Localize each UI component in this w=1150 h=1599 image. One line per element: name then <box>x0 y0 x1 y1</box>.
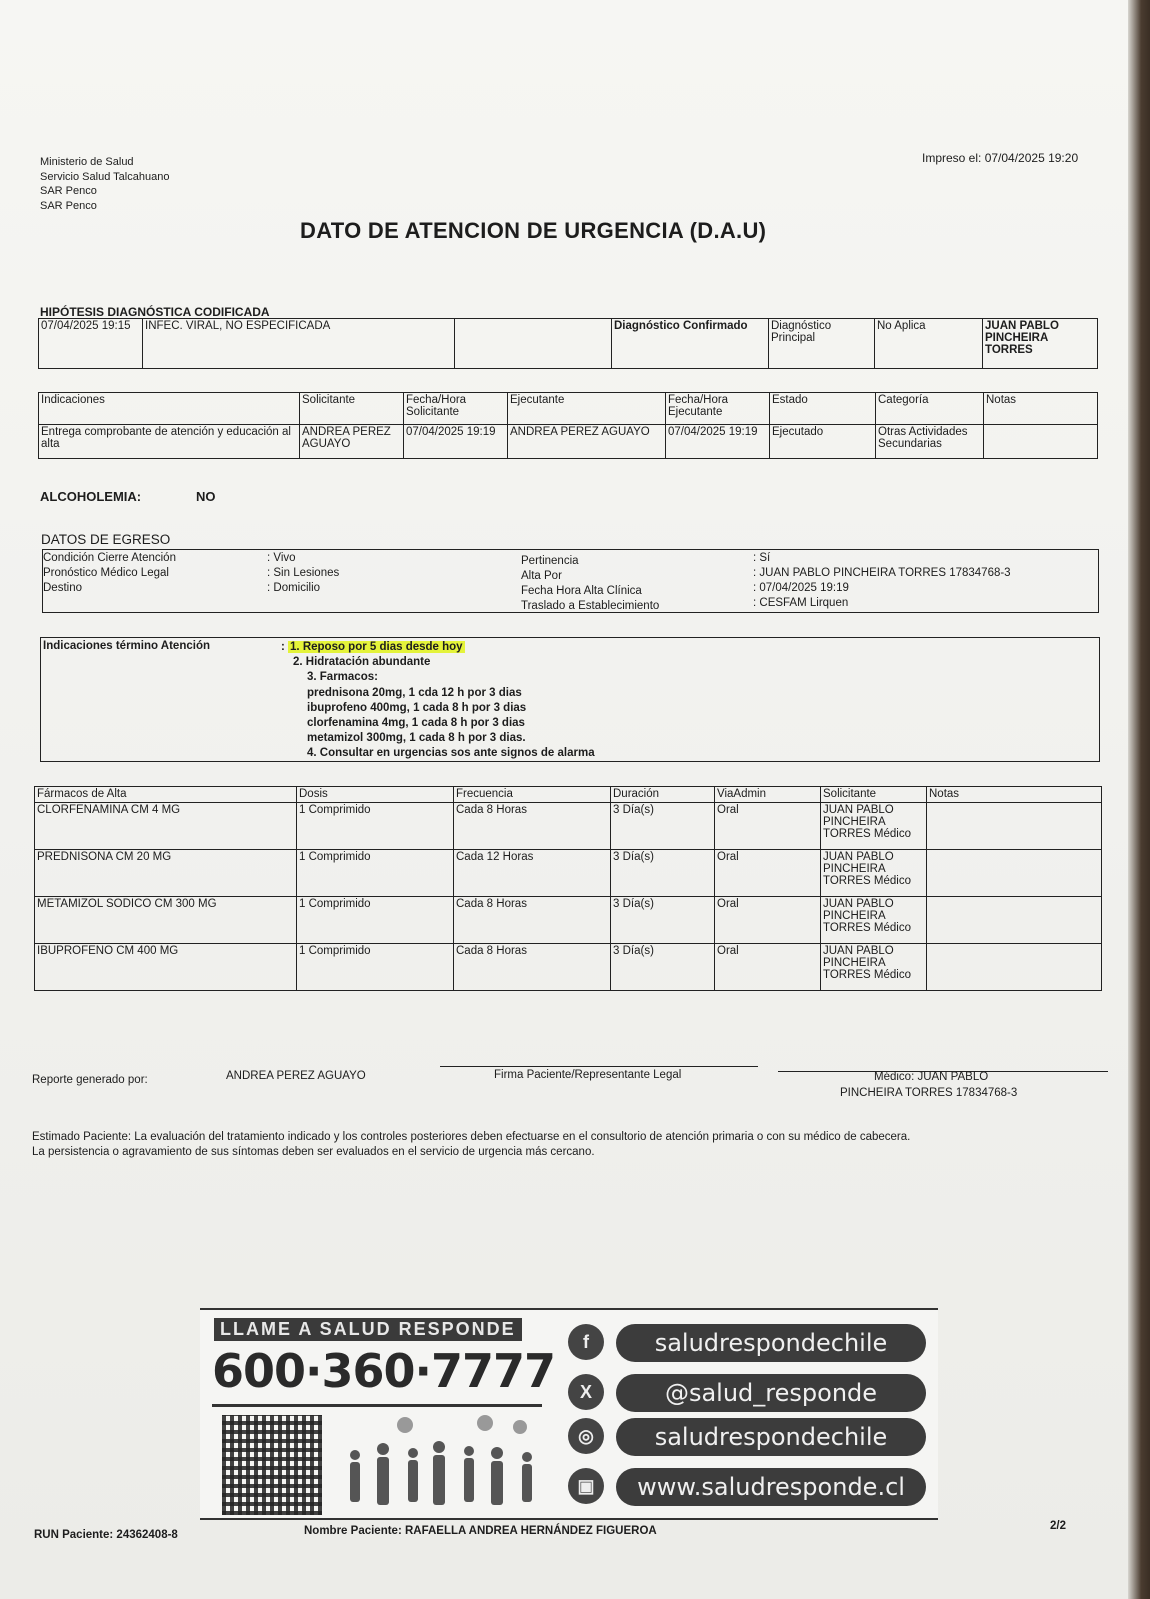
notice-line: Estimado Paciente: La evaluación del tratamiento indicado y los controles posteriores deben efectuarse en el consultorio de atención primaria o con su médico de cabecera. <box>32 1131 911 1143</box>
egreso-label: Condición Cierre Atención <box>43 552 176 564</box>
farmacos-cell <box>927 850 1102 897</box>
indications-header: Solicitante <box>300 393 404 425</box>
diagnosis-empty <box>455 319 612 369</box>
table-row <box>35 803 1102 850</box>
patient-run: RUN Paciente: 24362408-8 <box>34 1529 178 1541</box>
alcohol-label: ALCOHOLEMIA: <box>40 489 142 504</box>
egreso-value: : Vivo <box>267 552 296 564</box>
farmacos-cell: Cada 8 Horas <box>454 944 611 991</box>
alcohol-value: NO <box>196 489 216 504</box>
salud-responde-banner <box>200 1308 938 1520</box>
diagnosis-doctor: JUAN PABLO PINCHEIRA TORRES <box>983 319 1098 369</box>
farmacos-cell: 3 Día(s) <box>611 850 715 897</box>
egreso-value: : 07/04/2025 19:19 <box>753 582 849 594</box>
farmacos-cell: 1 Comprimido <box>297 944 454 991</box>
org-line: SAR Penco <box>40 199 97 212</box>
notice-line: La persistencia o agravamiento de sus síntomas deben ser evaluados en el servicio de urgencia más cercano. <box>32 1146 595 1158</box>
farmacos-header: Solicitante <box>821 787 927 803</box>
diagnosis-type: Diagnóstico Principal <box>769 319 875 369</box>
org-line: Ministerio de Salud <box>40 156 134 168</box>
indications-header: Notas <box>984 393 1098 425</box>
table-row <box>35 897 1102 944</box>
egreso-label: Traslado a Establecimiento <box>521 600 660 612</box>
egreso-value: : JUAN PABLO PINCHEIRA TORRES 17834768-3 <box>753 567 1011 579</box>
farmacos-cell: 1 Comprimido <box>297 850 454 897</box>
egreso-value: : Sí <box>753 552 771 564</box>
banner-llame: LLAME A SALUD RESPONDE <box>214 1318 522 1341</box>
farmacos-cell: 1 Comprimido <box>297 803 454 850</box>
egreso-label: Alta Por <box>521 570 562 582</box>
farmacos-cell: 3 Día(s) <box>611 803 715 850</box>
farmacos-cell: 3 Día(s) <box>611 944 715 991</box>
farmacos-cell: Cada 8 Horas <box>454 897 611 944</box>
egreso-label: Pertinencia <box>521 555 579 567</box>
farmacos-cell <box>927 897 1102 944</box>
termino-item: 3. Farmacos: <box>307 671 378 684</box>
farmacos-cell: JUAN PABLO PINCHEIRA TORRES Médico <box>821 944 927 991</box>
page-number: 2/2 <box>1050 1520 1066 1532</box>
egreso-value: : Domicilio <box>267 582 321 594</box>
table-row <box>35 850 1102 897</box>
patient-sign-line <box>440 1066 758 1067</box>
qr-code-icon <box>222 1415 322 1515</box>
farmacos-header: Dosis <box>297 787 454 803</box>
indications-cell: ANDREA PEREZ AGUAYO <box>508 425 666 459</box>
indications-cell: Ejecutado <box>770 425 876 459</box>
farmacos-table <box>34 786 1102 991</box>
egreso-title: DATOS DE EGRESO <box>41 532 171 547</box>
farmacos-cell: Oral <box>715 944 821 991</box>
org-line: Servicio Salud Talcahuano <box>40 170 170 183</box>
termino-item: clorfenamina 4mg, 1 cada 8 h por 3 dias <box>307 717 525 730</box>
farmacos-cell: IBUPROFENO CM 400 MG <box>35 944 297 991</box>
patient-name: Nombre Paciente: RAFAELLA ANDREA HERNÁNDEZ FIGUEROA <box>304 1525 657 1537</box>
farmacos-cell: Oral <box>715 897 821 944</box>
indications-table <box>38 392 1098 459</box>
patient-notice <box>32 1130 1032 1160</box>
farmacos-cell: Oral <box>715 850 821 897</box>
indications-header: Indicaciones <box>39 393 300 425</box>
indications-cell: 07/04/2025 19:19 <box>666 425 770 459</box>
social-instagram-link[interactable]: saludrespondechile <box>616 1418 926 1456</box>
farmacos-header: Fármacos de Alta <box>35 787 297 803</box>
egreso-label: Destino <box>43 582 82 594</box>
farmacos-cell <box>927 803 1102 850</box>
farmacos-header: ViaAdmin <box>715 787 821 803</box>
termino-item: metamizol 300mg, 1 cada 8 h por 3 dias. <box>307 732 526 745</box>
farmacos-cell: PREDNISONA CM 20 MG <box>35 850 297 897</box>
diagnosis-table <box>38 318 1098 369</box>
termino-items: : 1. Reposo por 5 dias desde hoy 2. Hidratación abundante 3. Farmacos: prednisona 20mg, 1 cda 12 h por 3 dias ibuprofeno 400mg, 1 cada 8 h por 3 dias clorfenamina 4mg, 1 cada 8 h por 3 dias metamizol 300mg, 1 cada 8 h por 3 dias. 4. Consultar en urgencias sos ante signos de alarma <box>293 640 595 762</box>
report-by: ANDREA PEREZ AGUAYO <box>226 1070 366 1082</box>
termino-item: 4. Consultar en urgencias sos ante signos de alarma <box>307 747 595 760</box>
farmacos-cell: METAMIZOL SODICO CM 300 MG <box>35 897 297 944</box>
termino-item: prednisona 20mg, 1 cda 12 h por 3 dias <box>307 686 522 699</box>
social-x-link[interactable]: @salud_responde <box>616 1374 926 1412</box>
org-line: SAR Penco <box>40 185 97 197</box>
egreso-box <box>42 549 1099 613</box>
egreso-value: : Sin Lesiones <box>267 567 340 579</box>
egreso-value: : CESFAM Lirquen <box>753 597 849 609</box>
x-icon: X <box>568 1374 604 1410</box>
farmacos-cell: JUAN PABLO PINCHEIRA TORRES Médico <box>821 850 927 897</box>
farmacos-cell: Cada 8 Horas <box>454 803 611 850</box>
diagnosis-datetime: 07/04/2025 19:15 <box>39 319 143 369</box>
termino-label: Indicaciones término Atención <box>43 640 210 652</box>
social-facebook-link[interactable]: saludrespondechile <box>616 1324 926 1362</box>
egreso-label: Fecha Hora Alta Clínica <box>521 585 642 597</box>
farmacos-header: Duración <box>611 787 715 803</box>
indications-cell: Otras Actividades Secundarias <box>876 425 984 459</box>
doctor-sign-line2: PINCHEIRA TORRES 17834768-3 <box>840 1087 1018 1099</box>
indications-cell <box>984 425 1098 459</box>
egreso-label: Pronóstico Médico Legal <box>43 567 169 579</box>
org-header <box>40 155 169 213</box>
farmacos-header: Notas <box>927 787 1102 803</box>
indications-header: Fecha/Hora Solicitante <box>404 393 508 425</box>
farmacos-cell: JUAN PABLO PINCHEIRA TORRES Médico <box>821 803 927 850</box>
termino-box <box>40 637 1100 762</box>
banner-divider <box>212 1404 542 1407</box>
indications-cell: 07/04/2025 19:19 <box>404 425 508 459</box>
facebook-icon: f <box>568 1324 604 1360</box>
farmacos-cell <box>927 944 1102 991</box>
farmacos-cell: 3 Día(s) <box>611 897 715 944</box>
farmacos-cell: JUAN PABLO PINCHEIRA TORRES Médico <box>821 897 927 944</box>
farmacos-cell: Oral <box>715 803 821 850</box>
termino-item-highlighted: 1. Reposo por 5 dias desde hoy <box>290 641 463 653</box>
indications-header: Categoría <box>876 393 984 425</box>
farmacos-cell: 1 Comprimido <box>297 897 454 944</box>
indications-header: Fecha/Hora Ejecutante <box>666 393 770 425</box>
table-row <box>35 944 1102 991</box>
paper-edge <box>1128 0 1150 1599</box>
indications-cell: ANDREA PEREZ AGUAYO <box>300 425 404 459</box>
website-link[interactable]: www.saludresponde.cl <box>616 1468 926 1506</box>
farmacos-cell: CLORFENAMINA CM 4 MG <box>35 803 297 850</box>
report-label: Reporte generado por: <box>32 1074 148 1086</box>
diagnosis-description: INFEC. VIRAL, NO ESPECIFICADA <box>143 319 455 369</box>
diagnosis-applies: No Aplica <box>875 319 983 369</box>
diagnosis-status: Diagnóstico Confirmado <box>612 319 769 369</box>
indications-cell: Entrega comprobante de atención y educación al alta <box>39 425 300 459</box>
document-title: DATO DE ATENCION DE URGENCIA (D.A.U) <box>300 218 767 243</box>
termino-item: 2. Hidratación abundante <box>293 656 431 669</box>
patient-sign-label: Firma Paciente/Representante Legal <box>494 1069 682 1081</box>
people-illustration-icon <box>335 1415 550 1515</box>
web-icon: ▣ <box>568 1468 604 1504</box>
indications-header: Estado <box>770 393 876 425</box>
farmacos-cell: Cada 12 Horas <box>454 850 611 897</box>
doctor-sign-line1: Médico: JUAN PABLO <box>874 1071 989 1083</box>
printed-date: Impreso el: 07/04/2025 19:20 <box>922 151 1079 165</box>
banner-phone: 600·360·7777 <box>212 1344 556 1398</box>
indications-header: Ejecutante <box>508 393 666 425</box>
farmacos-header: Frecuencia <box>454 787 611 803</box>
instagram-icon: ◎ <box>568 1418 604 1454</box>
diagnosis-section-label: HIPÓTESIS DIAGNÓSTICA CODIFICADA <box>40 305 270 319</box>
termino-item: ibuprofeno 400mg, 1 cada 8 h por 3 dias <box>307 701 527 714</box>
